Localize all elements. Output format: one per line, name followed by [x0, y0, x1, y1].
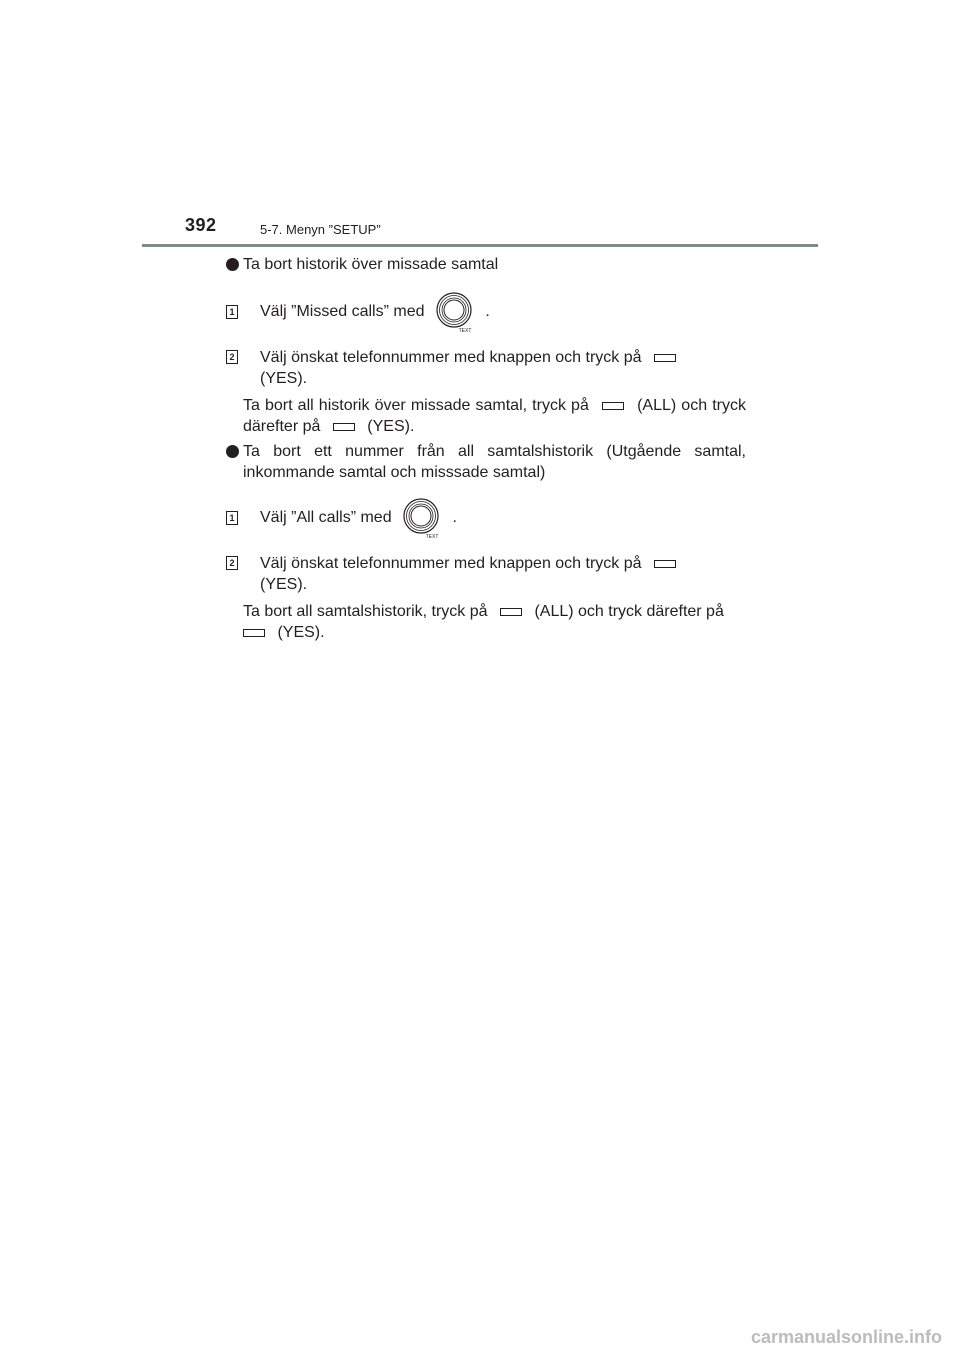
note-text-part: (ALL) och tryck därefter på — [243, 397, 746, 435]
bullet-item — [226, 254, 746, 275]
step-number-icon: 2 — [226, 556, 238, 570]
note-text-part: (YES). — [277, 624, 325, 641]
step-text-part: (YES). — [260, 576, 308, 593]
step-number-icon: 1 — [226, 511, 238, 525]
step-number-icon: 1 — [226, 305, 238, 319]
step-text — [260, 347, 746, 389]
step-text-part: . — [485, 303, 490, 321]
step-item — [226, 553, 746, 595]
bullet-item — [226, 441, 746, 483]
watermark: carmanualsonline.info — [750, 1327, 942, 1347]
note-text — [243, 601, 746, 643]
bullet-heading: Ta bort historik över missade samtal — [243, 256, 499, 273]
tune-knob-icon — [402, 497, 442, 539]
step-number-icon: 2 — [226, 350, 238, 364]
step-text-part: Välj önskat telefonnummer med knappen och tryck på — [260, 555, 642, 572]
section-title: 5-7. Menyn ”SETUP” — [260, 222, 381, 237]
note-text-part: (YES). — [367, 418, 415, 435]
screen-button-icon — [654, 354, 676, 362]
step-text — [260, 291, 746, 333]
screen-button-icon — [243, 629, 265, 637]
step-text-part: . — [452, 509, 457, 527]
step-item — [226, 347, 746, 389]
note-text-part: Ta bort all historik över missade samtal, tryck på — [243, 397, 589, 414]
step-text — [260, 497, 746, 539]
note-text-part: (ALL) och tryck därefter på — [534, 603, 724, 620]
content — [226, 250, 746, 643]
step-text-part: Välj ”Missed calls” med — [260, 303, 425, 321]
step-text-part: (YES). — [260, 370, 308, 387]
note-text-part: Ta bort all samtalshistorik, tryck på — [243, 603, 488, 620]
svg-text:TEXT: TEXT — [425, 534, 439, 539]
screen-button-icon — [333, 423, 355, 431]
screen-button-icon — [654, 560, 676, 568]
page-number: 392 — [185, 215, 217, 235]
note-text — [243, 395, 746, 437]
step-item — [226, 291, 746, 333]
bullet-icon — [226, 445, 239, 458]
screen-button-icon — [500, 608, 522, 616]
step-text — [260, 553, 746, 595]
step-item — [226, 497, 746, 539]
header-rule — [142, 244, 818, 247]
bullet-icon — [226, 258, 239, 271]
step-text-part: Välj önskat telefonnummer med knappen och tryck på — [260, 349, 642, 366]
step-text-part: Välj ”All calls” med — [260, 509, 392, 527]
svg-text:TEXT: TEXT — [458, 328, 472, 333]
screen-button-icon — [602, 402, 624, 410]
tune-knob-icon — [435, 291, 475, 333]
bullet-heading: Ta bort ett nummer från all samtalshistorik (Utgående samtal, inkommande samtal och misssade samtal) — [243, 443, 746, 481]
